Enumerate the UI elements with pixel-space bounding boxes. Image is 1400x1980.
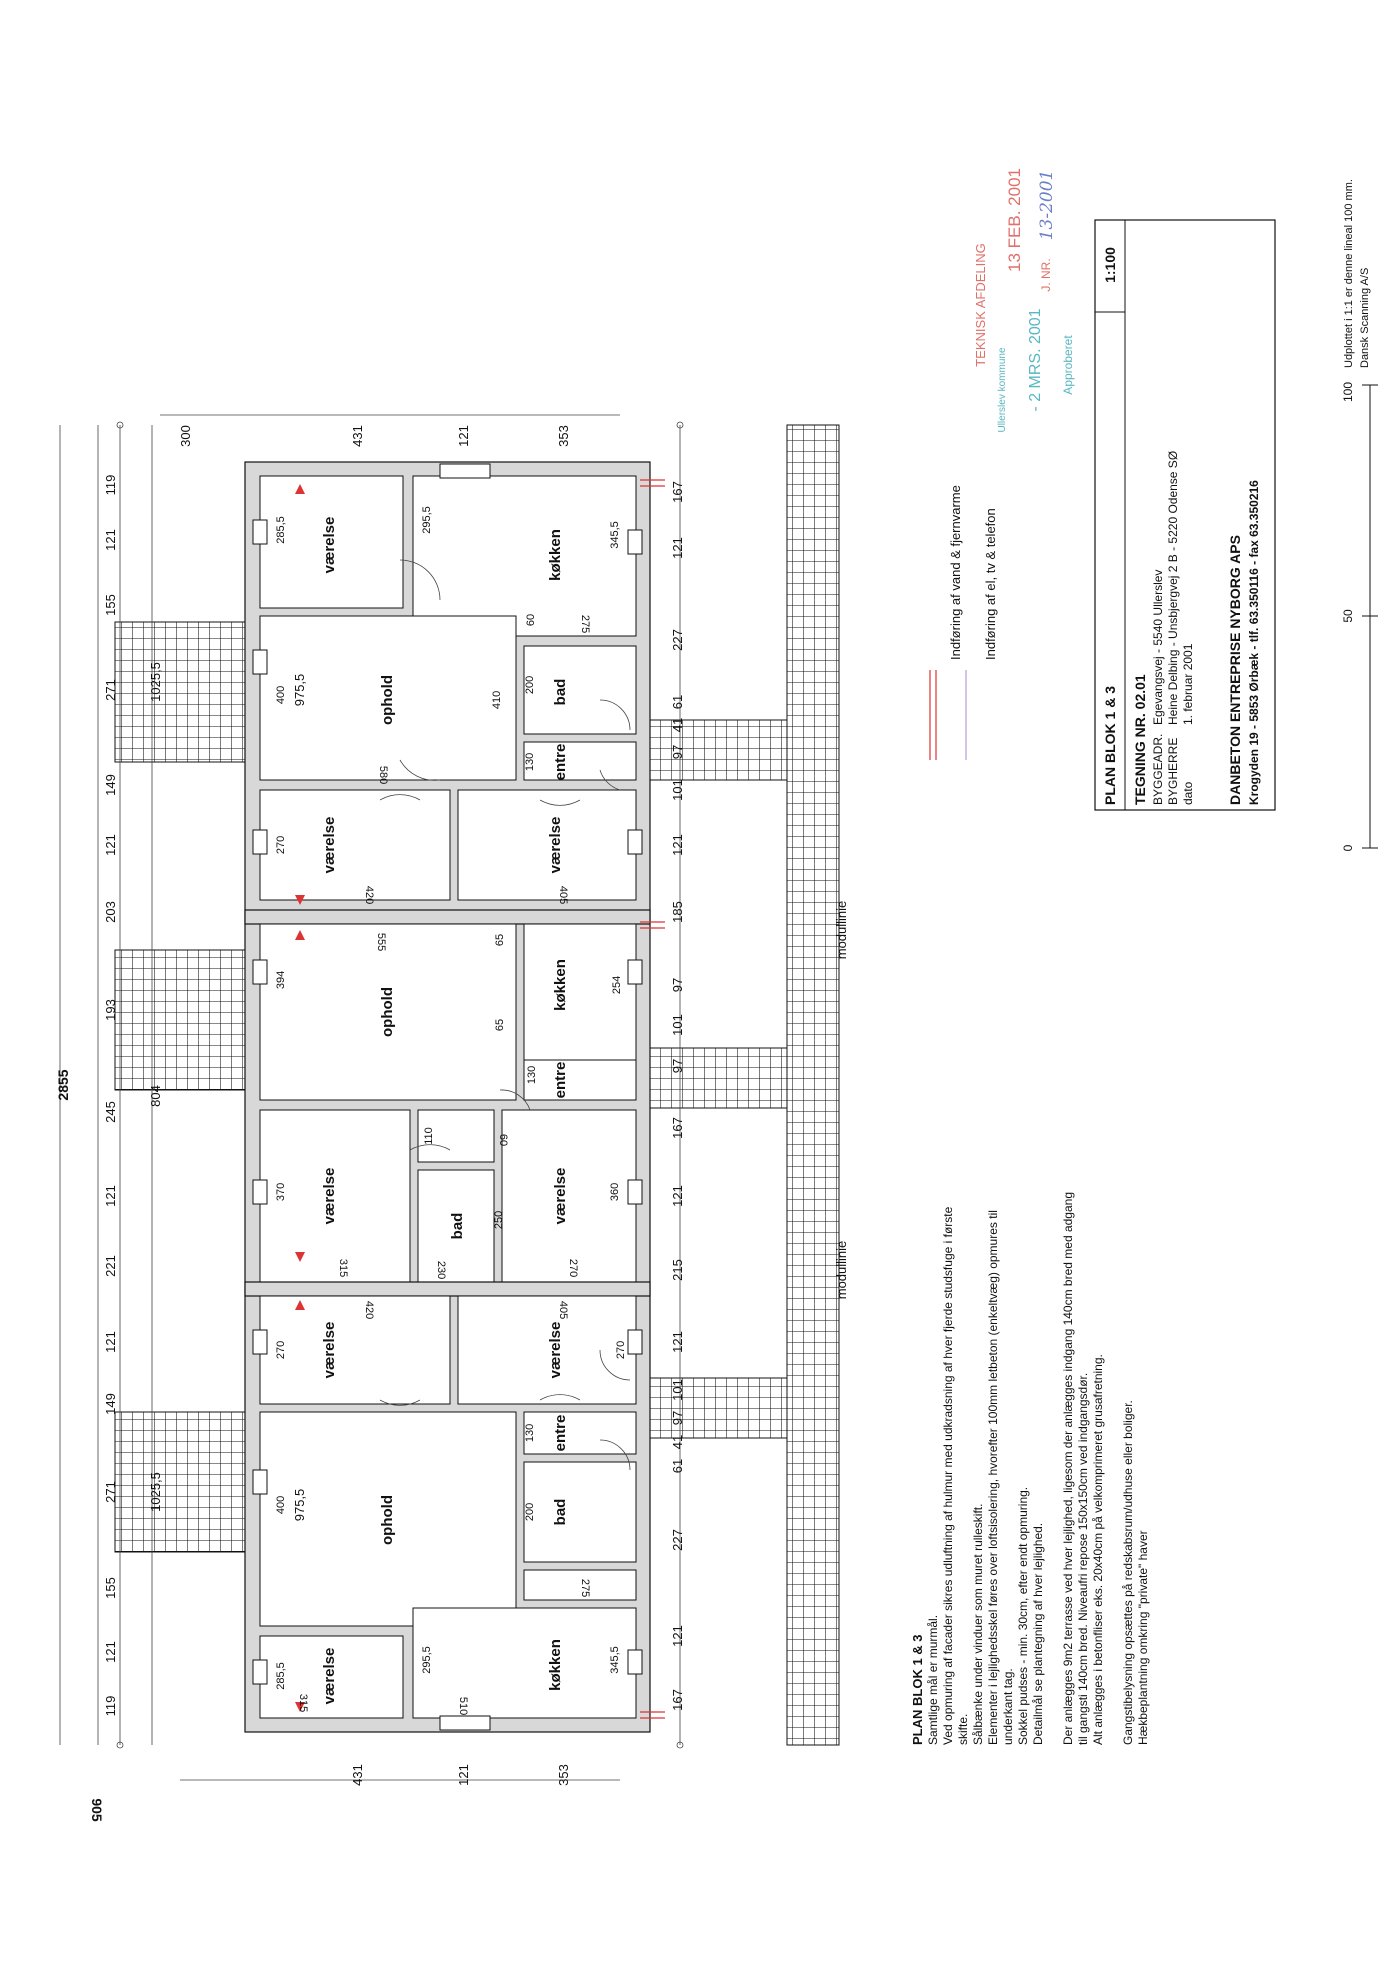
notes-title: PLAN BLOK 1 & 3 [910,1634,925,1745]
approval-stamp [973,168,1075,433]
svg-text:Egevangsvej - 5540 Ullerslev: Egevangsvej - 5540 Ullerslev [1151,569,1165,725]
svg-text:60: 60 [497,1133,509,1147]
svg-text:101: 101 [670,1014,685,1036]
svg-text:167: 167 [670,1117,685,1139]
svg-text:227: 227 [670,629,685,651]
legend-el: Indføring af el, tv & telefon [983,508,998,660]
svg-text:555: 555 [375,932,387,952]
svg-text:Elementer i lejlighedsskel før: Elementer i lejlighedsskel føres over loftsisolering, hvorefter 100mm letbeton (enkeltvæg) opmures til [986,1210,1000,1745]
svg-text:275: 275 [579,614,591,634]
svg-text:149: 149 [103,774,118,796]
svg-text:121: 121 [103,1331,118,1353]
svg-text:121: 121 [456,425,471,447]
svg-text:400: 400 [275,1495,287,1515]
svg-text:dato: dato [1181,781,1195,805]
svg-text:353: 353 [556,425,571,447]
ruler-caption: Udplottet i 1:1 er denne lineal 100 mm. [1343,179,1355,368]
svg-text:121: 121 [670,537,685,559]
scale-ruler [1341,179,1378,851]
svg-text:121: 121 [103,834,118,856]
svg-text:97: 97 [670,977,685,993]
end-dimensions-bottom [350,1764,571,1786]
svg-text:410: 410 [491,690,503,710]
svg-text:975,5: 975,5 [292,1488,307,1522]
title-address: Krogyden 19 - 5853 Ørbæk - tlf. 63.350116 - fax 63.350216 [1247,480,1261,805]
svg-text:149: 149 [103,1393,118,1415]
svg-text:155: 155 [103,594,118,616]
svg-text:Sokkel pudses - min. 30cm, eft: Sokkel pudses - min. 30cm, efter endt opmuring. [1016,1486,1030,1745]
svg-text:185: 185 [670,901,685,923]
svg-text:Der anlægges 9m2 terrasse ved: Der anlægges 9m2 terrasse ved hver lejlighed, ligesom der anlægges indgang 140cm bred med adgang [1061,1192,1075,1745]
svg-text:353: 353 [556,1764,571,1786]
room-bad-1: bad [552,678,569,706]
stamp-approved-date: - 2 MRS. 2001 [1027,308,1044,412]
svg-text:119: 119 [103,474,118,496]
stamp-approved-label: Approberet [1061,335,1075,395]
svg-text:431: 431 [350,425,365,447]
room-entre-1: entre [552,743,569,781]
svg-text:420: 420 [363,885,375,905]
svg-text:121: 121 [670,1331,685,1353]
room-vaerelse-2: værelse [321,816,338,874]
room-vaerelse-8: værelse [321,1647,338,1705]
entry-path-2 [650,1048,787,1108]
room-vaerelse-7: værelse [547,1321,564,1379]
svg-text:285,5: 285,5 [275,1662,287,1690]
stamp-header: TEKNISK AFDELING [973,243,988,367]
svg-text:270: 270 [615,1340,627,1360]
dim-1025-bottom: 1025,5 [148,1472,163,1512]
ruler-fifty: 50 [1341,609,1355,623]
ruler-hundred: 100 [1341,381,1355,403]
svg-text:Sålbænke under vinduer som mur: Sålbænke under vinduer som muret rulleskift. [971,1503,985,1745]
svg-text:121: 121 [103,1185,118,1207]
room-entre-2: entre [552,1061,569,1099]
svg-text:97: 97 [670,1410,685,1426]
svg-text:345,5: 345,5 [609,521,621,549]
svg-text:975,5: 975,5 [292,673,307,707]
building [245,462,665,1732]
terrace-top-1 [115,622,245,762]
room-ophold-3: ophold [379,1495,396,1545]
svg-text:227: 227 [670,1529,685,1551]
svg-text:245: 245 [103,1101,118,1123]
svg-text:underkant tag.: underkant tag. [1001,1668,1015,1745]
svg-text:580: 580 [377,765,389,785]
notes-block [910,1192,1150,1745]
svg-text:101: 101 [670,1379,685,1401]
room-ophold-2: ophold [379,987,396,1037]
svg-text:270: 270 [275,835,287,855]
svg-text:110: 110 [423,1127,435,1145]
stamp-date-received: 13 FEB. 2001 [1005,168,1024,272]
room-vaerelse-4: værelse [321,1167,338,1225]
terrace-top-3 [115,1412,245,1552]
dim-total-width: 905 [89,1798,105,1822]
svg-text:97: 97 [670,1058,685,1074]
svg-text:101: 101 [670,779,685,801]
room-vaerelse-3: værelse [547,816,564,874]
dim-1025-top: 1025,5 [148,662,163,702]
svg-text:394: 394 [275,970,287,990]
svg-text:405: 405 [557,885,569,905]
svg-text:Samtlige mål er murmål.: Samtlige mål er murmål. [926,1614,940,1745]
svg-text:295,5: 295,5 [421,506,433,534]
svg-text:300: 300 [178,425,193,447]
svg-text:61: 61 [670,1458,685,1474]
svg-text:130: 130 [524,752,536,772]
legend [930,485,998,760]
svg-text:345,5: 345,5 [609,1646,621,1674]
room-vaerelse-6: værelse [321,1321,338,1379]
room-entre-3: entre [552,1414,569,1452]
svg-text:65: 65 [494,1018,506,1032]
svg-text:41: 41 [670,717,685,733]
room-kokken-2: køkken [552,959,569,1011]
svg-text:167: 167 [670,481,685,503]
svg-text:315: 315 [297,1693,309,1713]
stamp-municipality: Ullerslev kommune [997,347,1008,433]
svg-text:275: 275 [579,1578,591,1598]
legend-vand: Indføring af vand & fjernvarme [948,485,963,660]
svg-text:skifte.: skifte. [956,1713,970,1745]
svg-text:254: 254 [611,975,623,995]
svg-text:97: 97 [670,744,685,760]
modullinie-label-1: modullinie [834,900,849,960]
stamp-jnr-value: 13-2001 [1037,169,1057,241]
svg-text:315: 315 [337,1258,349,1278]
svg-text:121: 121 [670,834,685,856]
svg-text:221: 221 [103,1255,118,1277]
svg-text:BYGGEADR.: BYGGEADR. [1151,733,1165,805]
svg-text:Hækbeplantning omkring "privat: Hækbeplantning omkring "private" haver [1136,1530,1150,1745]
svg-text:285,5: 285,5 [275,516,287,544]
room-bad-3: bad [552,1498,569,1526]
svg-text:270: 270 [275,1340,287,1360]
svg-text:130: 130 [526,1065,538,1085]
dim-total-length: 2855 [55,1069,71,1101]
svg-text:431: 431 [350,1764,365,1786]
svg-text:155: 155 [103,1577,118,1599]
ruler-zero: 0 [1341,844,1355,852]
svg-text:510: 510 [457,1696,469,1716]
title-plan: PLAN BLOK 1 & 3 [1102,685,1118,805]
dim-half-left: 804 [148,1085,163,1107]
title-company: DANBETON ENTREPRISE NYBORG APS [1227,535,1243,805]
modullinie-label-2: modullinie [834,1240,849,1300]
title-drawing-no: TEGNING NR. 02.01 [1132,674,1148,805]
room-kokken-1: køkken [547,529,564,581]
path-long [787,425,839,1745]
svg-text:121: 121 [103,529,118,551]
svg-text:270: 270 [567,1258,579,1278]
svg-text:250: 250 [493,1210,505,1230]
svg-text:Heine Delbing - Unsbjergvej 2: Heine Delbing - Unsbjergvej 2 B - 5220 Odense SØ [1166,450,1180,725]
svg-text:121: 121 [456,1764,471,1786]
svg-text:65: 65 [494,933,506,947]
room-kokken-3: køkken [547,1639,564,1691]
svg-text:Ved opmuring af facader sikres: Ved opmuring af facader sikres udluftning af hulmur med udkradsning af hver fjerde studsfuge i første [941,1206,955,1745]
svg-text:41: 41 [670,1434,685,1450]
svg-text:121: 121 [670,1185,685,1207]
svg-text:1. februar 2001: 1. februar 2001 [1181,643,1195,725]
room-vaerelse-5: værelse [552,1167,569,1225]
svg-text:200: 200 [524,1502,536,1522]
svg-text:BYGHERRE: BYGHERRE [1166,737,1180,805]
svg-text:121: 121 [103,1641,118,1663]
svg-text:Alt anlægges i betonfliser eks: Alt anlægges i betonfliser eks. 20x40cm på velkomprimeret grusafretning. [1091,1354,1105,1745]
end-dimensions-top [178,425,571,447]
svg-text:til gangsti 140cm bred. Niveau: til gangsti 140cm bred. Niveaufri repose 150x150cm ved indgangsdør. [1076,1372,1090,1745]
svg-text:Detailmål se plantegning af hv: Detailmål se plantegning af hver lejlighed. [1031,1522,1045,1745]
room-ophold-1: ophold [379,675,396,725]
svg-text:360: 360 [609,1182,621,1202]
svg-text:130: 130 [524,1423,536,1443]
svg-text:200: 200 [524,675,536,695]
svg-text:203: 203 [103,901,118,923]
svg-text:121: 121 [670,1625,685,1647]
svg-text:193: 193 [103,999,118,1021]
svg-text:400: 400 [275,685,287,705]
title-block [1095,220,1275,810]
title-scale: 1:100 [1102,247,1118,283]
svg-text:215: 215 [670,1259,685,1281]
svg-text:420: 420 [363,1300,375,1320]
svg-text:60: 60 [525,613,537,627]
svg-text:295,5: 295,5 [421,1646,433,1674]
svg-text:230: 230 [435,1260,447,1280]
room-bad-2: bad [449,1212,466,1240]
terrace-top-2 [115,950,245,1090]
svg-text:119: 119 [103,1695,118,1717]
svg-text:370: 370 [275,1182,287,1202]
svg-text:167: 167 [670,1689,685,1711]
svg-text:405: 405 [557,1300,569,1320]
stamp-jnr-label: J. NR. [1039,258,1053,292]
svg-text:271: 271 [103,679,118,701]
svg-text:61: 61 [670,694,685,710]
room-vaerelse-1: værelse [321,516,338,574]
svg-text:Gangstibelysning opsættes på r: Gangstibelysning opsættes på redskabsrum/udhuse eller boliger. [1121,1400,1135,1745]
ruler-credit: Dansk Scanning A/S [1359,267,1371,368]
svg-text:271: 271 [103,1481,118,1503]
